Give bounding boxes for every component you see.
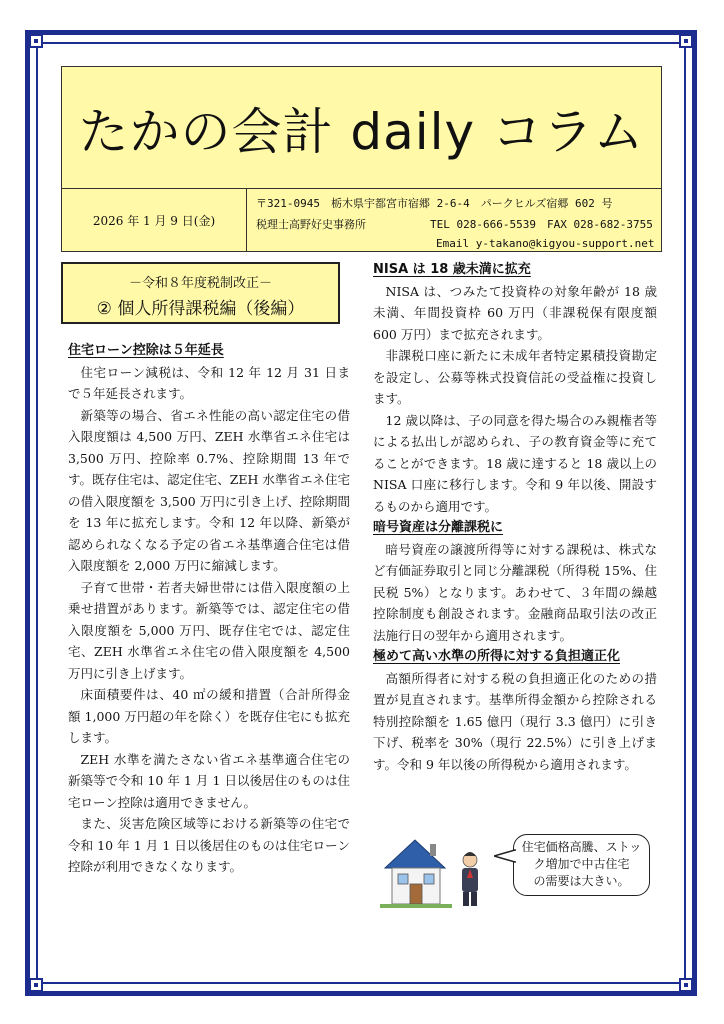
office-address: 〒321-0945 栃木県宇都宮市宿郷 2-6-4 パークヒルズ宿郷 602 号: [256, 197, 613, 210]
masthead: [61, 66, 662, 252]
bubble-line: の需要は大きい。: [533, 874, 630, 888]
high-income-paragraph: 高額所得者に対する税の負担適正化のための措置が見直されます。基準所得金額から控除される特別控除額を 1.65 億円（現行 3.3 億円）に引き下げ、税率を 30%（現行 22.5%）に引き上げます。令和 9 年以後の所得税から適用されます。: [373, 670, 657, 772]
left-paragraph: ZEH 水準を満たさない省エネ基準適合住宅の新築等で令和 10 年 1 月 1 日以後居住のものは住宅ローン控除は適用できません。: [68, 751, 350, 810]
issue-date: 2026 年 1 月 9 日(金): [92, 213, 216, 228]
house-icon: [380, 840, 452, 908]
frame-corner-bottom-left: [29, 978, 43, 992]
office-name: 税理士高野好史事務所: [256, 218, 366, 231]
nisa-heading: NISA は 18 歳未満に拡充: [373, 262, 531, 277]
bubble-tail: [494, 848, 516, 864]
speech-bubble: [513, 834, 650, 896]
left-paragraph: 住宅ローン減税は、令和 12 年 12 月 31 日まで５年延長されます。: [68, 364, 350, 401]
crypto-heading: 暗号資産は分離課税に: [373, 520, 504, 535]
frame-corner-top-left: [29, 34, 43, 48]
crypto-paragraph: 暗号資産の譲渡所得等に対する課税は、株式など有価証券取引と同じ分離課税（所得税 15%、住民税 5%）となります。あわせて、３年間の繰越控除制度も創設されます。金融商品取引法の改正法施行日の翌年から適用されます。: [373, 541, 657, 643]
frame-corner-bottom-right: [679, 978, 693, 992]
nisa-paragraph: NISA は、つみたて投資枠の対象年齢が 18 歳未満、年間投資枠 60 万円（非課税保有限度額 600 万円）まで拡充されます。: [373, 283, 657, 342]
masthead-vertical-divider: [246, 188, 247, 251]
right-column: [373, 259, 657, 775]
bubble-line: 住宅価格高騰、ストッ: [521, 840, 642, 854]
left-paragraph: 新築等の場合、省エネ性能の高い認定住宅の借入限度額は 4,500 万円、ZEH 水準省エネ住宅は 3,500 万円、控除率 0.7%、控除期間 13 年です。既存住宅は、認定住宅、ZEH 水準省エネ住宅の借入限度額を 3,500 万円に引き上げ、控除期間を 13 年に拡充します。令和 12 年以降、新築が認められなくなる予定の省エネ基準適合住宅は借入限度額を 2,000 万円に縮減します。: [68, 407, 350, 573]
section-subtitle: －令和８年度税制改正－: [128, 276, 272, 291]
nisa-paragraph: 12 歳以降は、子の同意を得た場合のみ親権者等による払出しが認められ、子の教育資金等に充てることができます。18 歳に達すると 18 歳以上の NISA 口座に移行します。令和 9 年以後、開設するものから適用です。: [373, 412, 657, 514]
frame-corner-top-right: [679, 34, 693, 48]
nisa-paragraph: 非課税口座に新たに未成年者特定累積投資勘定を設定し、公募等株式投資信託の受益権に投資します。: [373, 348, 657, 406]
high-income-heading: 極めて高い水準の所得に対する負担適正化: [373, 649, 621, 664]
section-title: ② 個人所得課税編（後編）: [96, 299, 305, 319]
office-phone-fax: TEL 028-666-5539 FAX 028-682-3755: [430, 218, 653, 231]
left-paragraph: 子育て世帯・若者夫婦世帯には借入限度額の上乗せ措置があります。新築等では、認定住宅の借入限度額を 5,000 万円、既存住宅では、認定住宅、ZEH 水準省エネ住宅の借入限度額を 4,500 万円に引き上げます。: [68, 579, 350, 681]
man-icon: [462, 852, 478, 906]
left-paragraph: 床面積要件は、40 ㎡の緩和措置（合計所得金額 1,000 万円超の年を除く）を既存住宅にも拡充します。: [68, 687, 350, 745]
bubble-line: ク増加で中古住宅: [533, 857, 630, 871]
left-column: [68, 340, 350, 878]
office-email: Email y-takano@kigyou-support.net: [436, 237, 655, 250]
section-title-box: [61, 262, 340, 324]
left-heading: 住宅ローン控除は５年延長: [68, 343, 224, 358]
house-illustration: [380, 832, 510, 912]
masthead-title: たかの会計 daily コラム: [78, 102, 645, 161]
left-paragraph: また、災害危険区域等における新築等の住宅で令和 10 年 1 月 1 日以後居住のものは住宅ローン控除が利用できなくなります。: [68, 816, 350, 874]
